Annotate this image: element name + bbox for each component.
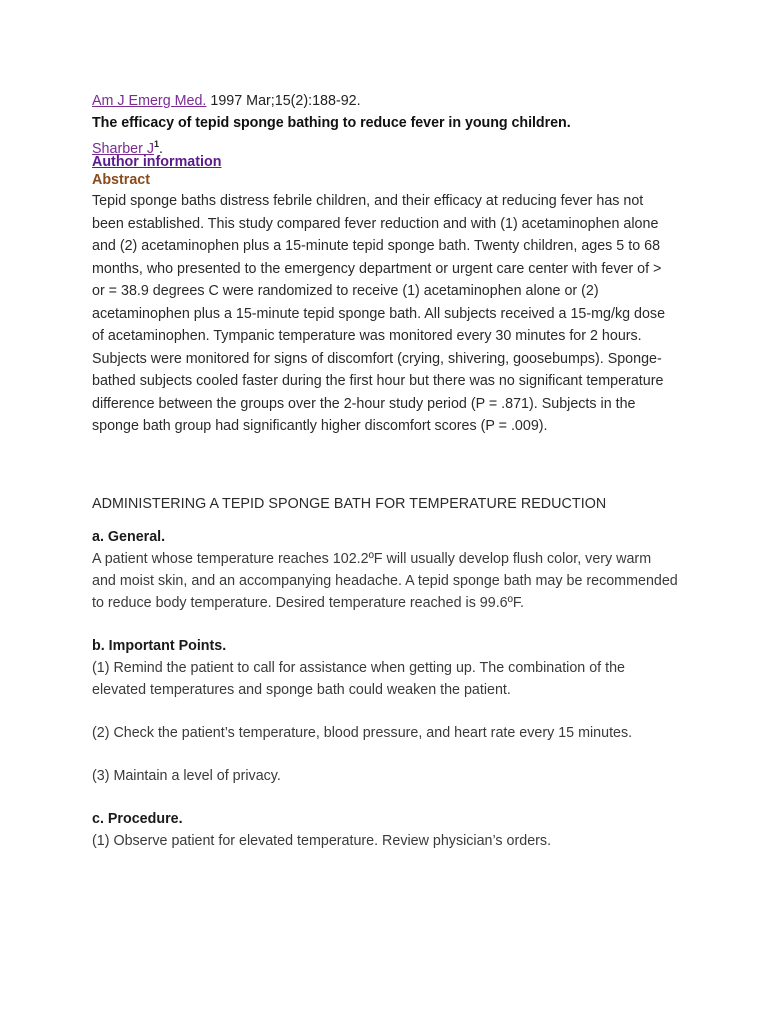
author-line bbox=[92, 135, 678, 157]
important-points-heading: b. Important Points. bbox=[92, 637, 227, 654]
abstract-heading: Abstract bbox=[92, 172, 150, 188]
author-information-link[interactable]: Author information bbox=[92, 154, 222, 170]
document-page bbox=[92, 90, 678, 852]
important-point-item: (2) Check the patient’s temperature, blood pressure, and heart rate every 15 minutes. bbox=[92, 724, 633, 741]
author-link[interactable]: Sharber J bbox=[92, 140, 154, 157]
procedure-step: (1) Observe patient for elevated temperature. Review physician’s orders. bbox=[92, 832, 552, 849]
procedure-heading: c. Procedure. bbox=[92, 810, 183, 827]
citation-details: 1997 Mar;15(2):188-92. bbox=[206, 93, 361, 109]
journal-link[interactable]: Am J Emerg Med. bbox=[92, 93, 207, 109]
abstract-text: Tepid sponge baths distress febrile children, and their efficacy at reducing fever has not been established. This study compared fever reduction and with (1) acetaminophen alone and (2) acetaminophen plus a 15-minute tepid sponge bath. Twenty children, ages 5 to 68 months, who presented to the emergency department or urgent care center with fever of > or = 38.9 degrees C were randomized to receive (1) acetaminophen alone or (2) acetaminophen plus a 15-minute tepid sponge bath. All subjects received a 15-mg/kg dose of acetaminophen. Tympanic temperature was monitored every 30 minutes for 2 hours. Subjects were monitored for signs of discomfort (crying, shivering, goosebumps). Sponge-bathed subjects cooled faster during the first hour but there was no significant temperature difference between the groups over the 2-hour study period (P = .871). Subjects in the sponge bath group had significantly higher discomfort scores (P = .009). bbox=[92, 193, 666, 434]
procedure-title: ADMINISTERING A TEPID SPONGE BATH FOR TEMPERATURE REDUCTION bbox=[92, 495, 607, 512]
general-text: A patient whose temperature reaches 102.2ºF will usually develop flush color, very warm and moist skin, and an accompanying headache. A tepid sponge bath may be recommended to reduce body temperature. Desired temperature reached is 99.6ºF. bbox=[92, 550, 678, 611]
author-suffix: . bbox=[159, 140, 163, 157]
important-point-item: (1) Remind the patient to call for assistance when getting up. The combination of the elevated temperatures and sponge bath could weaken the patient. bbox=[92, 659, 625, 698]
important-point-item: (3) Maintain a level of privacy. bbox=[92, 767, 281, 784]
general-heading: a. General. bbox=[92, 528, 166, 545]
article-title: The efficacy of tepid sponge bathing to reduce fever in young children. bbox=[92, 115, 571, 131]
citation-line bbox=[92, 90, 678, 112]
author-affiliation-superscript: 1 bbox=[153, 139, 159, 149]
